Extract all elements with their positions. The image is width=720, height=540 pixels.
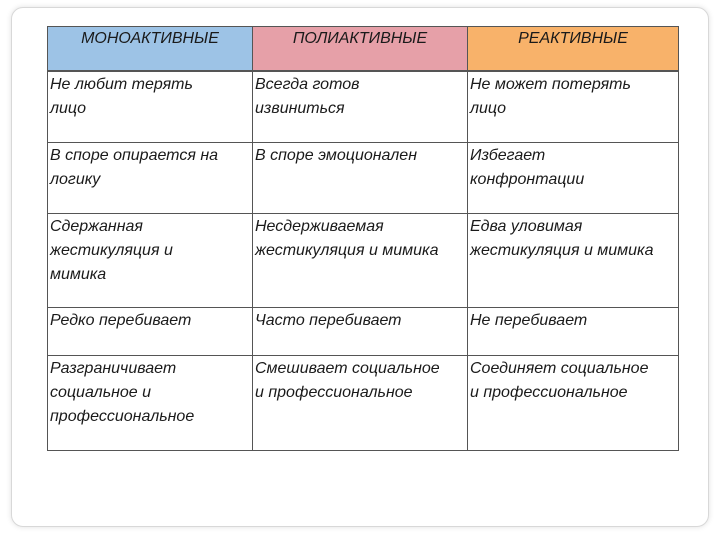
cell-line: жестикуляция и мимика (255, 242, 439, 259)
cell-reactive (468, 356, 679, 451)
cell-line: конфронтации (470, 171, 585, 188)
cell-line: Редко перебивает (50, 312, 192, 329)
cell-line: социальное и (50, 384, 152, 401)
comparison-table (47, 26, 679, 451)
cell-line: лицо (50, 99, 86, 117)
cell-poly (253, 143, 468, 214)
header-row (48, 27, 679, 71)
cell-mono (48, 71, 253, 143)
table-row (48, 143, 679, 214)
cell-line: Соединяет социальное (470, 360, 649, 377)
cell-reactive (468, 71, 679, 143)
cell-poly (253, 356, 468, 451)
cell-poly (253, 214, 468, 308)
cell-reactive (468, 214, 679, 308)
cell-line: мимика (50, 266, 107, 283)
cell-line: Разграничивает (50, 360, 177, 377)
cell-mono (48, 214, 253, 308)
table-row (48, 71, 679, 143)
cell-line: В споре опирается на (50, 147, 219, 164)
cell-line: Несдерживаемая (255, 218, 384, 235)
cell-line: профессиональное (50, 408, 195, 425)
cell-line: и профессиональное (255, 384, 413, 401)
cell-poly (253, 71, 468, 143)
cell-line: жестикуляция и мимика (470, 242, 654, 259)
cell-line: Избегает (470, 147, 546, 164)
cell-line: Не может потерять (470, 75, 631, 93)
cell-line: и профессиональное (470, 384, 628, 401)
cell-line: Смешивает социальное (255, 360, 440, 377)
cell-line: жестикуляция и (50, 242, 173, 259)
cell-line: логику (50, 171, 101, 188)
cell-line: Всегда готов (255, 75, 360, 93)
cell-line: Не перебивает (470, 312, 588, 329)
header-reactive: РЕАКТИВНЫЕ (468, 27, 679, 71)
header-poly: ПОЛИАКТИВНЫЕ (253, 27, 468, 71)
cell-line: Не любит терять (50, 75, 193, 93)
cell-line: Часто перебивает (255, 312, 402, 329)
cell-line: лицо (470, 99, 506, 117)
header-mono: МОНОАКТИВНЫЕ (48, 27, 253, 71)
cell-line: В споре эмоционален (255, 147, 417, 164)
cell-line: Едва уловимая (470, 218, 583, 235)
cell-line: Сдержанная (50, 218, 143, 235)
cell-reactive (468, 143, 679, 214)
table-row (48, 356, 679, 451)
table-row (48, 308, 679, 356)
cell-poly (253, 308, 468, 356)
table-row (48, 214, 679, 308)
cell-mono (48, 308, 253, 356)
cell-line: извиниться (255, 99, 345, 117)
cell-mono (48, 143, 253, 214)
cell-mono (48, 356, 253, 451)
cell-reactive (468, 308, 679, 356)
